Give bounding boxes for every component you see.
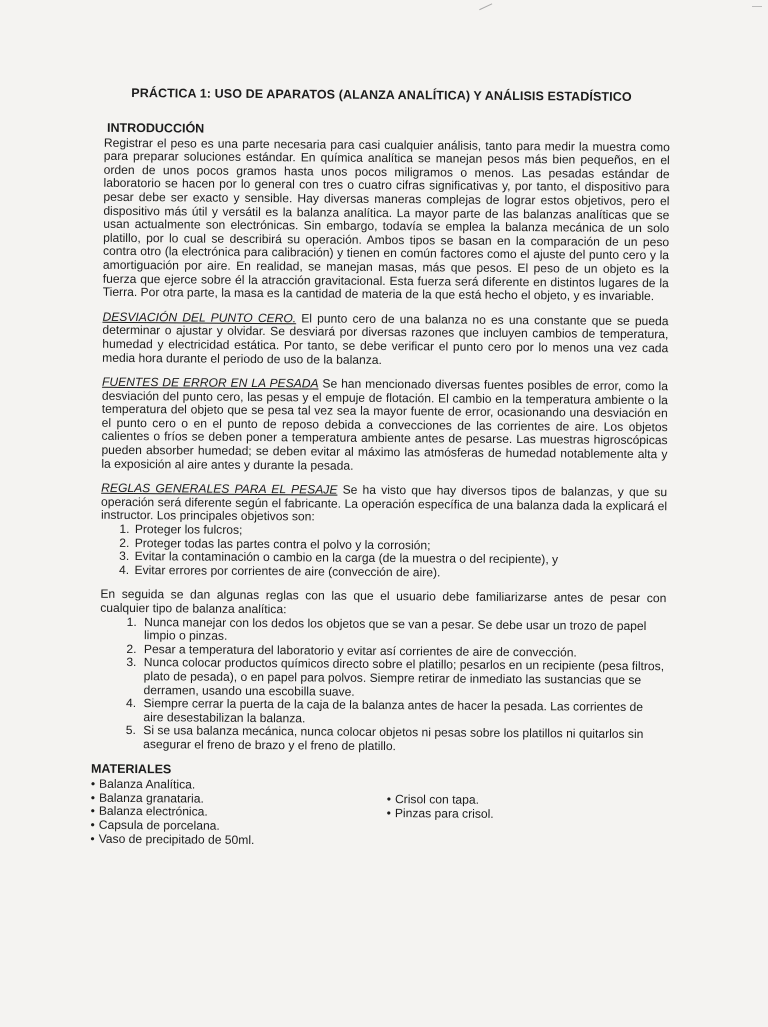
list-item: • Balanza Analítica. — [91, 778, 387, 794]
list-item: • Capsula de porcelana. — [90, 819, 386, 835]
objetivos-list — [100, 523, 666, 582]
materiales-list-left — [90, 778, 387, 848]
list-item: 4. Evitar errores por corrientes de aire (convección de aire). — [132, 564, 666, 582]
list-item: • Balanza granataria. — [91, 791, 387, 807]
reglas-generales-text: Se ha visto que hay diversos tipos de balanzas, y que su operación será diferente según el fabricante. La operación específica de una balanza dada la explicará el instructor. Los principales objetivos son: — [100, 482, 668, 524]
list-item: 1. Nunca manejar con los dedos los objetos que se van a pesar. Se debe usar un trozo de papel limpio o pinzas. — [140, 616, 666, 647]
fuentes-heading: FUENTES DE ERROR EN LA PESADA — [101, 374, 319, 391]
intro-paragraph: Registrar el peso es una parte necesaria para casi cualquier análisis, tanto para medir la muestra como para preparar soluciones estándar. En química analítica se manejan pesos más bien pequeños, en el orden de unos pocos gramos hasta unos pocos miligramos o menos. Las pesadas estándar de laboratorio se hacen por lo general con tres o cuatro cifras significativas y, por tanto, el dispositivo para pesar debe ser exacto y sensible. Hay diversas maneras complejas de lograr estos objetivos, pero el dispositivo más útil y versátil es la balanza analítica. La mayor parte de las balanzas analíticas que se usan actualmente son electrónicas. Sin embargo, todavía se emplea la balanza mecánica de un solo platillo, por lo cual se describirá su operación. Ambos tipos se basan en la comparación de un peso contra otro (la electrónica para calibración) y tienen en común factores como el ajuste del punto cero y la amortiguación por aire. En realidad, se manejan masas, más que pesos. El peso de un objeto es la fuerza que ejerce sobre él la atracción gravitacional. Esta fuerza será diferente en distintos lugares de la Tierra. Por otra parte, la masa es la cantidad de materia de la que está hecho el objeto, y es invariable. — [102, 135, 670, 304]
intro-heading: INTRODUCCIÓN — [106, 120, 205, 136]
list-item: 3. Evitar la contaminación o cambio en la carga (de la muestra o del recipiente), y — [133, 550, 667, 568]
fuentes-text: Se han mencionado diversas fuentes posibles de error, como la desviación del punto cero, las pesas y el empuje de flotación. El cambio en la temperatura ambiente o la temperatura del objeto que se pesa tal vez sea la mayor fuente de error, ocasionando una desviación en el punto cero o en el punto de reposo debida a convecciones de las corrientes de aire. Los objetos calientes o fríos se deben poner a temperatura ambiente antes de pesarse. Las muestras higroscópicas pueden absorber humedad; se deben evitar al máximo las atmósferas de humedad notablemente alta y la exposición al aire antes y durante la pesada. — [101, 376, 669, 473]
list-item: • Vaso de precipitado de 50ml. — [90, 832, 386, 848]
list-item: 5. Si se usa balanza mecánica, nunca colocar objetos ni pesas sobre los platillos ni quitarlos sin asegurar el freno de brazo y el freno de platillo. — [139, 724, 665, 755]
materiales-lists — [90, 778, 665, 850]
reglas-list — [99, 615, 666, 755]
materiales-heading: MATERIALES — [90, 761, 172, 776]
fuentes-paragraph — [101, 376, 668, 476]
list-item: • Crisol con tapa. — [387, 793, 494, 807]
page-title: PRÁCTICA 1: USO DE APARATOS (ALANZA ANALÍTICA) Y ANÁLISIS ESTADÍSTICO — [131, 86, 632, 104]
reglas-generales-paragraph — [101, 482, 667, 527]
list-item: 2. Pesar a temperatura del laboratorio y evitar así corrientes de aire de convección. — [140, 643, 666, 661]
list-item: • Pinzas para crisol. — [387, 807, 494, 821]
list-item: 4. Siempre cerrar la puerta de la caja de la balanza antes de hacer la pesada. Las corrientes de aire desestabilizan la balanza. — [139, 697, 665, 728]
list-item: 2. Proteger todas las partes contra el polvo y la corrosión; — [133, 537, 667, 555]
materiales-list-right — [386, 780, 494, 849]
reglas-generales-heading: REGLAS GENERALES PARA EL PESAJE — [101, 481, 338, 497]
list-item: • Balanza electrónica. — [91, 805, 387, 821]
list-item: 3. Nunca colocar productos químicos directo sobre el platillo; pesarlos en un recipiente (pesa filtros, plato de pesada), o en papel para polvos. Siempre retirar de inmediato las sustancias que se derramen, usando una escobilla suave. — [140, 656, 666, 701]
desviacion-heading: DESVIACIÓN DEL PUNTO CERO. — [102, 309, 297, 326]
document-body — [90, 120, 670, 851]
list-item: 1. Proteger los fulcros; — [133, 523, 667, 541]
desviacion-paragraph — [102, 311, 668, 370]
desviacion-text: El punto cero de una balanza no es una constante que se pueda determinar o ajustar y olvidar. Se desviará por diversas razones que incluyen cambios de temperatura, humedad y electricidad estática. Por tanto, se debe verificar el punto cero por lo menos una vez cada media hora durante el periodo de uso de la balanza. — [102, 311, 669, 367]
reglas-intro: En seguida se dan algunas reglas con las que el usuario debe familiarizarse antes de pesar con cualquier tipo de balanza analítica: — [100, 587, 667, 617]
